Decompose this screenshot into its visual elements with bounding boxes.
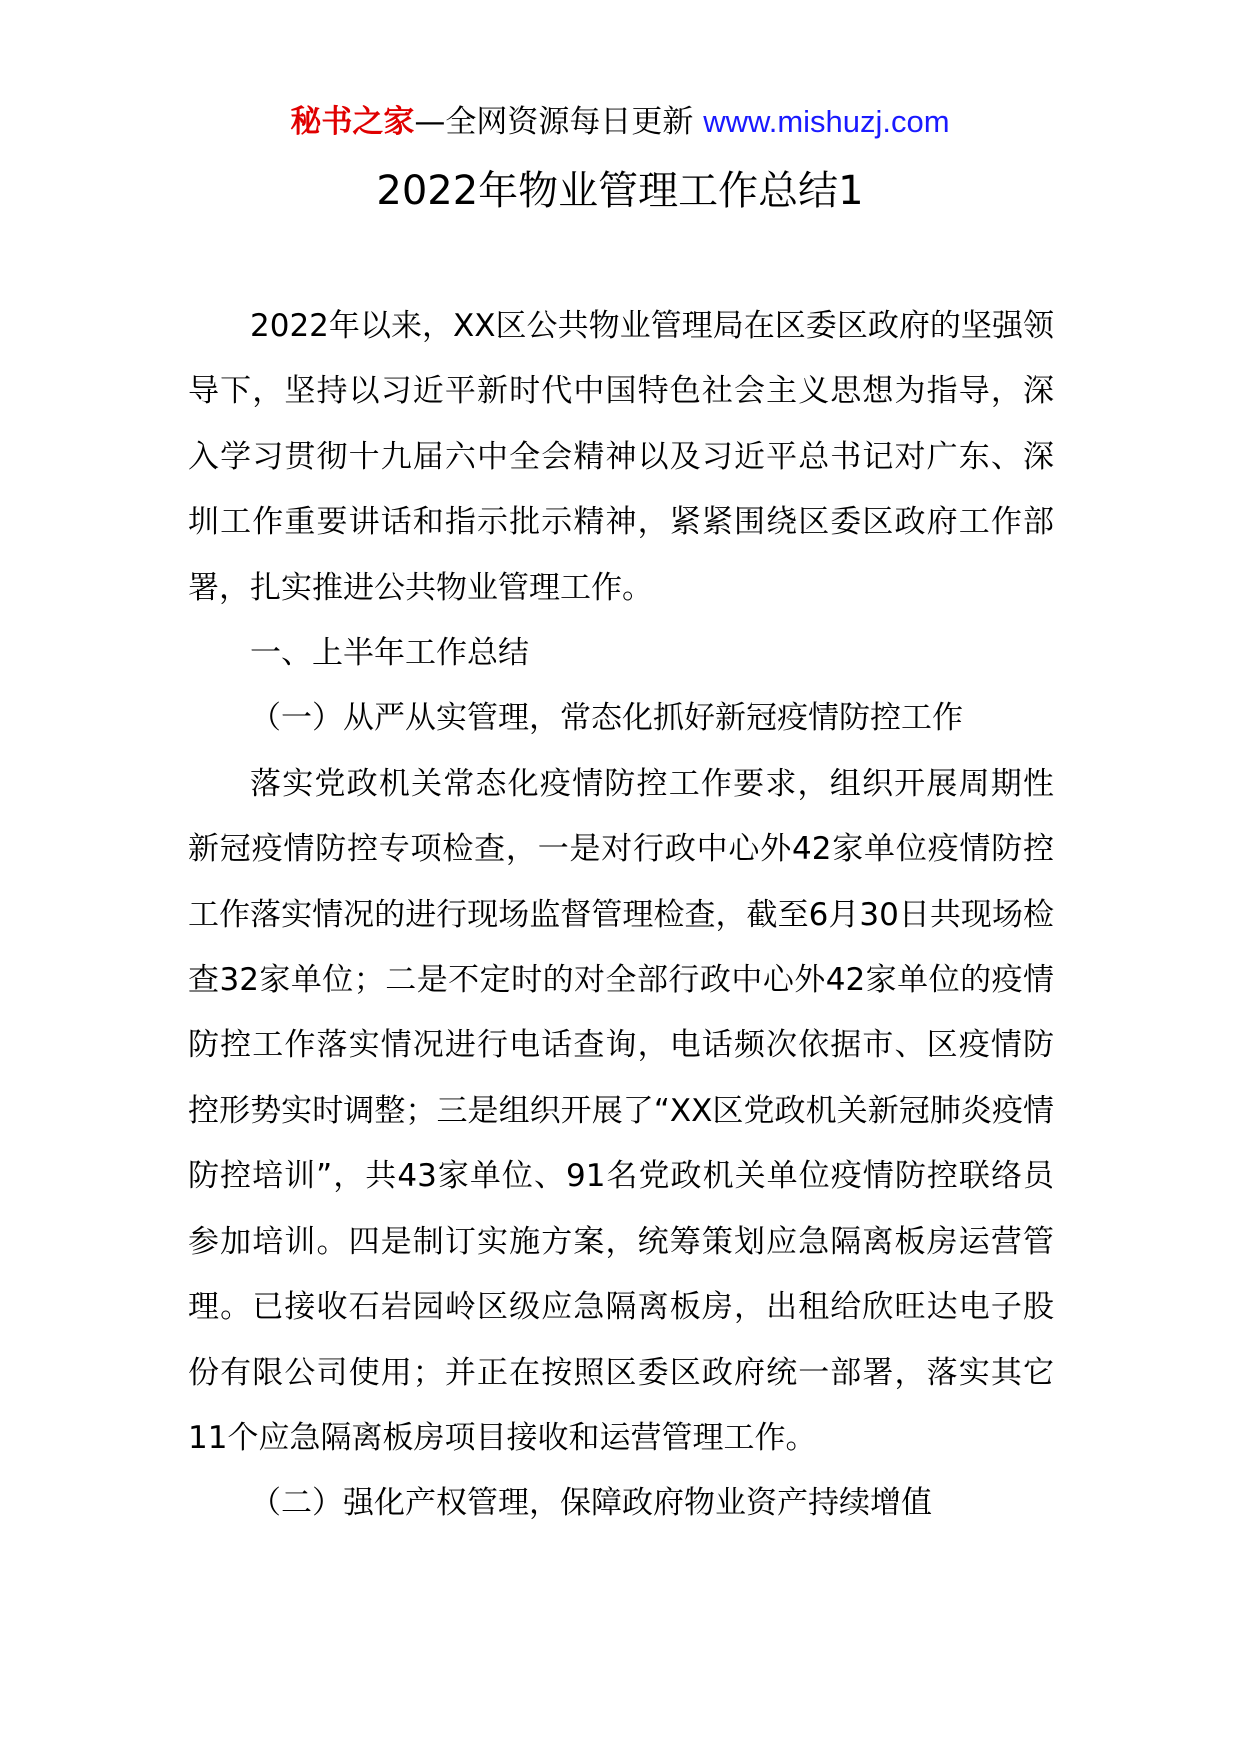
subsection-heading-1: （一）从严从实管理，常态化抓好新冠疫情防控工作 — [250, 700, 963, 737]
site-slogan: —全网资源每日更新 — [414, 104, 694, 140]
section-heading: 一、上半年工作总结 — [250, 635, 529, 672]
site-brand: 秘书之家 — [290, 104, 415, 140]
epidemic-control-paragraph: 落实党政机关常态化疫情防控工作要求，组织开展周期性新冠疫情防控专项检查，一是对行政中心外42家单位疫情防控工作落实情况的进行现场监督管理检查，截至6月30日共现场检查32家单位；二是不定时的对全部行政中心外42家单位的疫情防控工作落实情况进行电话查询，电话频次依据市、区疫情防控形势实时调整；三是组织开展了“XX区党政机关新冠肺炎疫情防控培训”，共43家单位、91名党政机关单位疫情防控联络员参加培训。四是制订实施方案，统筹策划应急隔离板房运营管理。已接收石岩园岭区级应急隔离板房，出租给欣旺达电子股份有限公司使用；并正在按照区委区政府统一部署，落实其它11个应急隔离板房项目接收和运营管理工作。 — [188, 765, 1054, 1456]
intro-paragraph: 2022年以来，XX区公共物业管理局在区委区政府的坚强领导下，坚持以习近平新时代中国特色社会主义思想为指导，深入学习贯彻十九届六中全会精神以及习近平总书记对广东、深圳工作重要讲话和指示批示精神，紧紧围绕区委区政府工作部署，扎实推进公共物业管理工作。 — [188, 308, 1054, 606]
site-url-link[interactable]: www.mishuzj.com — [703, 104, 950, 139]
document-title: 2022年物业管理工作总结1 — [376, 168, 864, 214]
document-body — [188, 294, 1054, 1537]
subsection-heading-2: （二）强化产权管理，保障政府物业资产持续增值 — [250, 1485, 932, 1522]
site-header — [0, 102, 1240, 142]
